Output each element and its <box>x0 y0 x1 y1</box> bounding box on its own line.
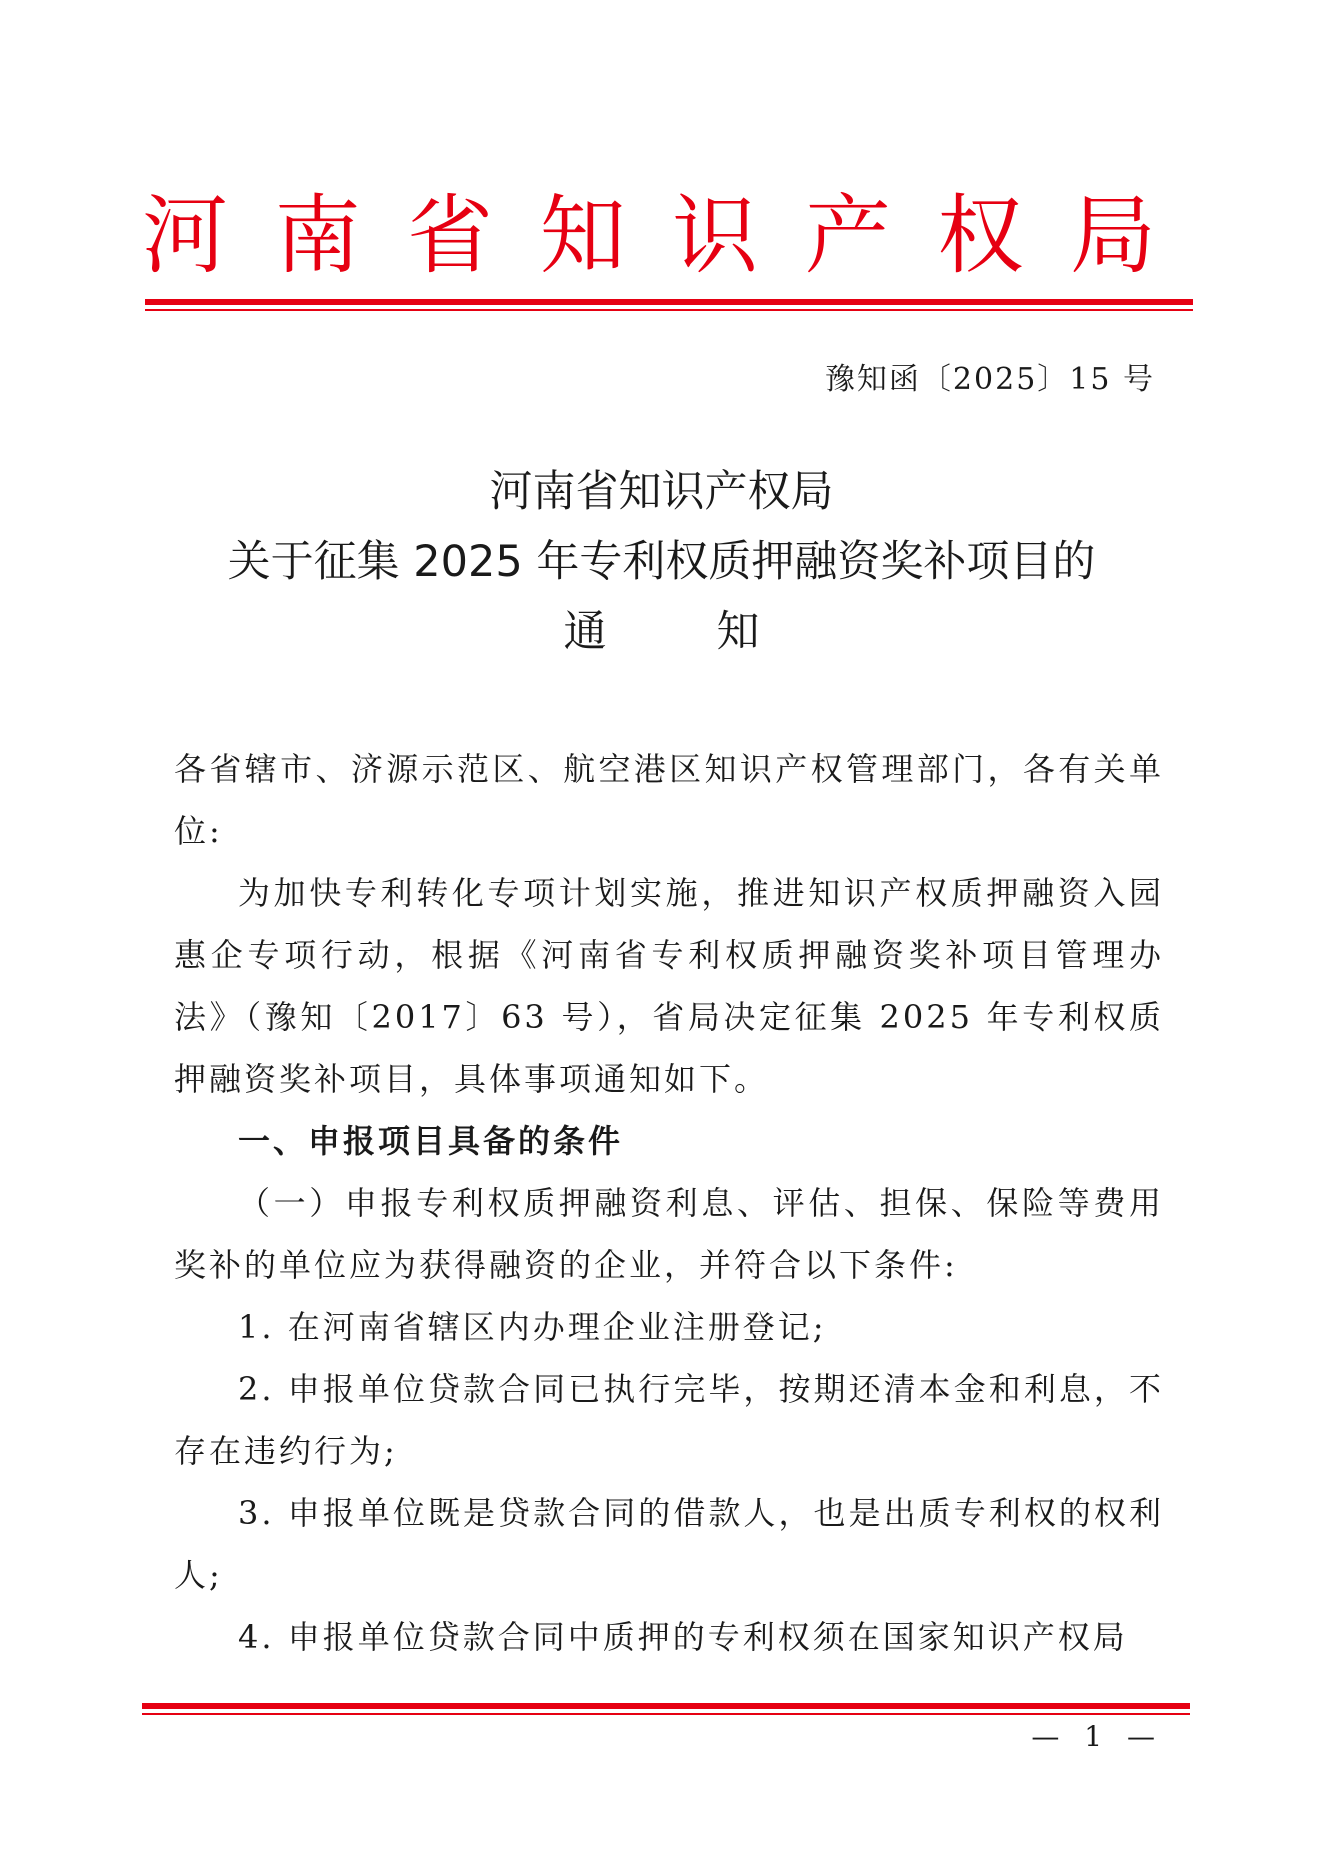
list-item: 2. 申报单位贷款合同已执行完毕，按期还清本金和利息，不存在违约行为; <box>174 1370 1164 1470</box>
list-item: 4. 申报单位贷款合同中质押的专利权须在国家知识产权局 <box>238 1618 1128 1656</box>
footer-divider-thick <box>142 1703 1190 1709</box>
document-body <box>174 738 1164 1668</box>
header-divider-thin <box>145 309 1193 311</box>
masthead-char: 局 <box>1069 186 1156 286</box>
section-heading: 一、申报项目具备的条件 <box>238 1122 624 1160</box>
masthead-char: 河 <box>142 186 228 286</box>
masthead-char: 识 <box>672 186 759 286</box>
masthead-char: 权 <box>937 186 1024 286</box>
list-item: 3. 申报单位既是贷款合同的借款人，也是出质专利权的权利人; <box>174 1494 1164 1594</box>
page-number: — 1 — <box>1031 1720 1163 1753</box>
masthead <box>142 178 1156 294</box>
masthead-char: 南 <box>274 186 361 286</box>
addressee: 各省辖市、济源示范区、航空港区知识产权管理部门，各有关单位: <box>174 750 1164 850</box>
footer-divider-thin <box>142 1713 1190 1715</box>
intro-paragraph: 为加快专利转化专项计划实施，推进知识产权质押融资入园惠企专项行动，根据《河南省专利权质押融资奖补项目管理办法》（豫知〔2017〕63 号），省局决定征集 2025 年专利权质押融资奖补项目，具体事项通知如下。 <box>174 874 1164 1098</box>
title-line-2: 关于征集 2025 年专利权质押融资奖补项目的 <box>227 537 1096 587</box>
document-number: 豫知函〔2025〕15 号 <box>824 362 1155 397</box>
masthead-char: 知 <box>539 186 626 286</box>
subsection-paragraph: （一）申报专利权质押融资利息、评估、担保、保险等费用奖补的单位应为获得融资的企业，并符合以下条件: <box>174 1184 1164 1284</box>
title-line-3: 通知 <box>563 607 870 657</box>
title-line-1: 河南省知识产权局 <box>489 467 834 517</box>
list-item: 1. 在河南省辖区内办理企业注册登记; <box>238 1308 827 1346</box>
masthead-char: 省 <box>407 186 494 286</box>
header-divider-thick <box>145 299 1193 305</box>
masthead-char: 产 <box>804 186 891 286</box>
